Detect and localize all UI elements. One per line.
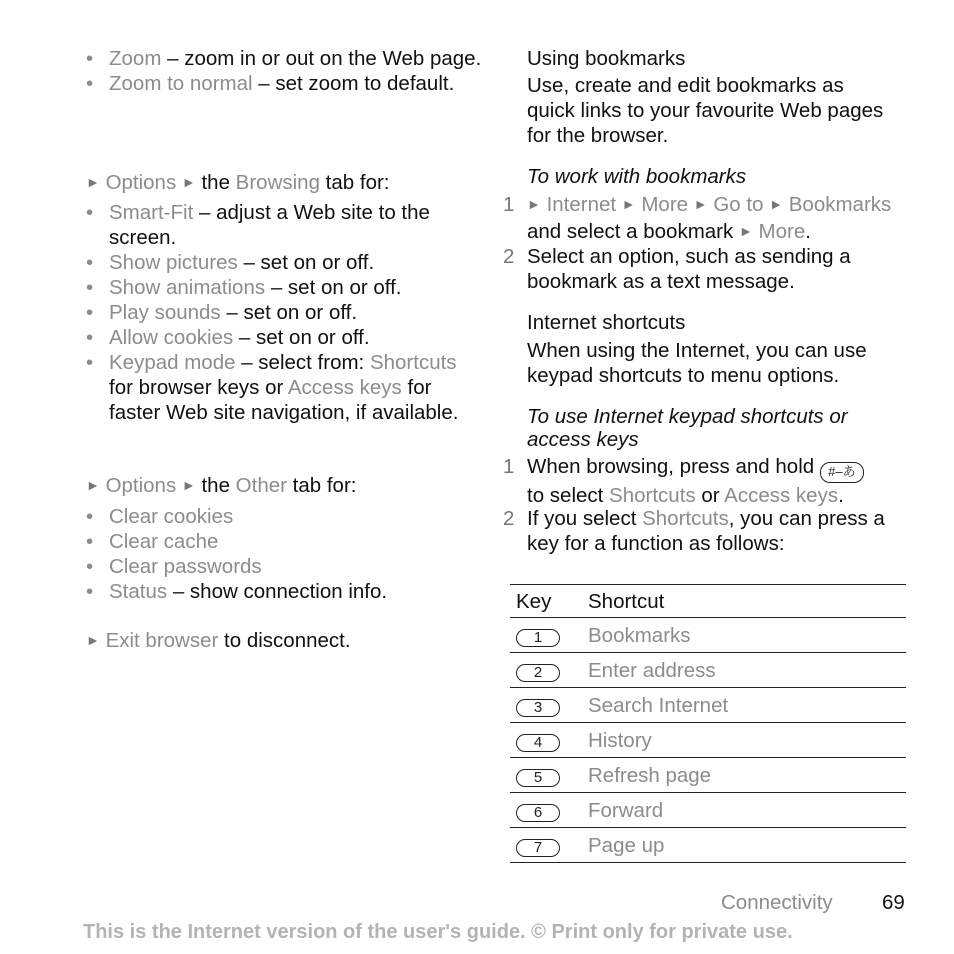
list-item [86, 579, 486, 604]
arrow-icon: ► [86, 632, 100, 648]
menu-term: Access keys [724, 483, 839, 507]
menu-term: Browsing [235, 171, 320, 194]
menu-term: Show pictures [109, 251, 238, 274]
step-text: . [805, 220, 811, 243]
bookmarks-step-1 [503, 192, 927, 246]
menu-term: Keypad mode [109, 351, 236, 374]
table-row [510, 828, 906, 863]
item-description: – set zoom to default. [252, 72, 455, 95]
step-text: . [838, 483, 844, 507]
arrow-icon: ► [86, 174, 100, 190]
table-row [510, 793, 906, 828]
table-row [510, 688, 906, 723]
menu-term: Allow cookies [109, 326, 234, 349]
menu-term: Exit browser [105, 629, 219, 652]
menu-term: Bookmarks [788, 193, 892, 216]
bullet-icon: • [86, 47, 94, 70]
key-cell [510, 758, 588, 793]
shortcut-cell: Search Internet [588, 688, 906, 723]
table-row [510, 723, 906, 758]
bullet-icon: • [86, 201, 94, 224]
exit-browser-line [86, 628, 351, 655]
bullet-icon: • [86, 326, 94, 349]
arrow-icon: ► [621, 196, 636, 212]
bullet-icon: • [86, 72, 94, 95]
arrow-icon: ► [181, 477, 196, 493]
key-7-icon: 7 [516, 839, 560, 857]
bullet-icon: • [86, 555, 94, 578]
menu-term: Shortcuts [609, 483, 696, 507]
shortcuts-body: When using the Internet, you can use keypad shortcuts to menu options. [527, 339, 867, 387]
item-description: – set on or off. [237, 251, 375, 274]
bullet-icon: • [86, 505, 94, 528]
menu-term: Show animations [109, 276, 266, 299]
arrow-icon: ► [181, 174, 196, 190]
footer-section-name: Connectivity [721, 891, 833, 914]
list-item [86, 504, 486, 529]
item-description: for browser keys or [109, 376, 288, 399]
path-text: the [195, 474, 236, 497]
menu-term: Access keys [287, 376, 402, 399]
menu-term: Zoom to normal [109, 72, 253, 95]
menu-term: Internet [546, 193, 617, 216]
shortcuts-step-1 [503, 454, 927, 508]
menu-term: Play sounds [109, 301, 221, 324]
bullet-icon: • [86, 251, 94, 274]
table-header-row [510, 585, 906, 618]
step-text: If you select [527, 507, 643, 530]
step-number: 2 [503, 507, 515, 530]
item-description: to disconnect. [218, 629, 351, 652]
step-text: Select an option, such as sending a bookmark as a text message. [527, 245, 851, 293]
bullet-icon: • [86, 276, 94, 299]
list-item [86, 529, 486, 554]
arrow-icon: ► [769, 196, 784, 212]
other-tab-path [86, 473, 356, 500]
key-cell [510, 723, 588, 758]
shortcut-cell: Forward [588, 793, 906, 828]
menu-term: Clear passwords [109, 555, 262, 578]
item-description: – set on or off. [233, 326, 370, 349]
menu-term: More [641, 193, 689, 216]
key-3-icon: 3 [516, 699, 560, 717]
shortcut-cell: History [588, 723, 906, 758]
footer-disclaimer: This is the Internet version of the user's guide. © Print only for private use. [83, 921, 793, 943]
menu-term: Go to [713, 193, 764, 216]
arrow-icon: ► [86, 477, 100, 493]
key-4-icon: 4 [516, 734, 560, 752]
table-row [510, 758, 906, 793]
list-item [86, 250, 486, 275]
item-description: – show connection info. [167, 580, 388, 603]
bookmarks-body: Use, create and edit bookmarks as quick links to your favourite Web pages for the browser. [527, 74, 884, 147]
key-cell [510, 793, 588, 828]
key-cell [510, 688, 588, 723]
menu-term: More [758, 220, 806, 243]
menu-term: Options [105, 474, 177, 497]
zoom-list [86, 46, 486, 96]
page-number: 69 [882, 891, 905, 914]
shortcut-cell: Enter address [588, 653, 906, 688]
menu-term: Options [105, 171, 177, 194]
menu-term: Shortcuts [642, 507, 729, 530]
menu-term: Other [235, 474, 287, 497]
shortcut-table [510, 584, 906, 863]
step-text: to select [527, 483, 610, 507]
list-item [86, 325, 486, 350]
shortcuts-heading: Internet shortcuts [527, 311, 686, 334]
step-number: 1 [503, 455, 515, 478]
key-6-icon: 6 [516, 804, 560, 822]
step-text: or [695, 483, 725, 507]
list-item [86, 350, 486, 425]
key-1-icon: 1 [516, 629, 560, 647]
menu-term: Zoom [109, 47, 162, 70]
table-row [510, 653, 906, 688]
shortcut-cell: Bookmarks [588, 618, 906, 653]
bullet-icon: • [86, 530, 94, 553]
menu-term: Shortcuts [369, 351, 457, 374]
bullet-icon: • [86, 580, 94, 603]
bookmarks-step-2 [503, 244, 907, 294]
step-number: 1 [503, 193, 515, 216]
item-description: – select from: [235, 351, 370, 374]
key-cell [510, 618, 588, 653]
arrow-icon: ► [693, 196, 708, 212]
list-item [86, 300, 486, 325]
other-list [86, 504, 486, 604]
key-2-icon: 2 [516, 664, 560, 682]
shortcut-cell: Page up [588, 828, 906, 863]
menu-term: Status [109, 580, 168, 603]
shortcuts-step-2 [503, 506, 912, 556]
step-text: When browsing, press and hold [527, 455, 820, 478]
bullet-icon: • [86, 301, 94, 324]
step-text: and select a bookmark [527, 220, 739, 243]
list-item [86, 46, 486, 71]
arrow-icon: ► [527, 196, 541, 212]
bookmarks-task-title: To work with bookmarks [527, 165, 747, 188]
hash-key-icon: #–あ [820, 462, 864, 483]
table-row [510, 618, 906, 653]
step-number: 2 [503, 245, 515, 268]
list-item [86, 200, 486, 250]
path-text: the [195, 171, 236, 194]
column-header-key: Key [510, 585, 588, 618]
key-5-icon: 5 [516, 769, 560, 787]
item-description: – set on or off. [220, 301, 358, 324]
menu-term: Clear cookies [109, 505, 234, 528]
list-item [86, 554, 486, 579]
key-cell [510, 653, 588, 688]
path-text: tab for: [286, 474, 357, 497]
bookmarks-heading: Using bookmarks [527, 47, 686, 70]
item-description: – adjust a Web site to the screen. [109, 201, 430, 249]
browsing-tab-path [86, 170, 390, 197]
column-header-shortcut: Shortcut [588, 585, 906, 618]
browsing-list [86, 200, 486, 425]
item-description: – zoom in or out on the Web page. [161, 47, 482, 70]
key-cell [510, 828, 588, 863]
menu-term: Clear cache [109, 530, 219, 553]
bullet-icon: • [86, 351, 94, 374]
arrow-icon: ► [738, 223, 753, 239]
shortcut-cell: Refresh page [588, 758, 906, 793]
menu-term: Smart-Fit [109, 201, 194, 224]
item-description: – set on or off. [265, 276, 402, 299]
list-item [86, 275, 486, 300]
shortcuts-task-title: To use Internet keypad shortcuts or access keys [527, 405, 848, 451]
item-description: for faster Web site navigation, if available. [109, 376, 459, 424]
step-text: , you can press a key for a function as follows: [527, 507, 885, 555]
list-item [86, 71, 486, 96]
path-text: tab for: [319, 171, 390, 194]
